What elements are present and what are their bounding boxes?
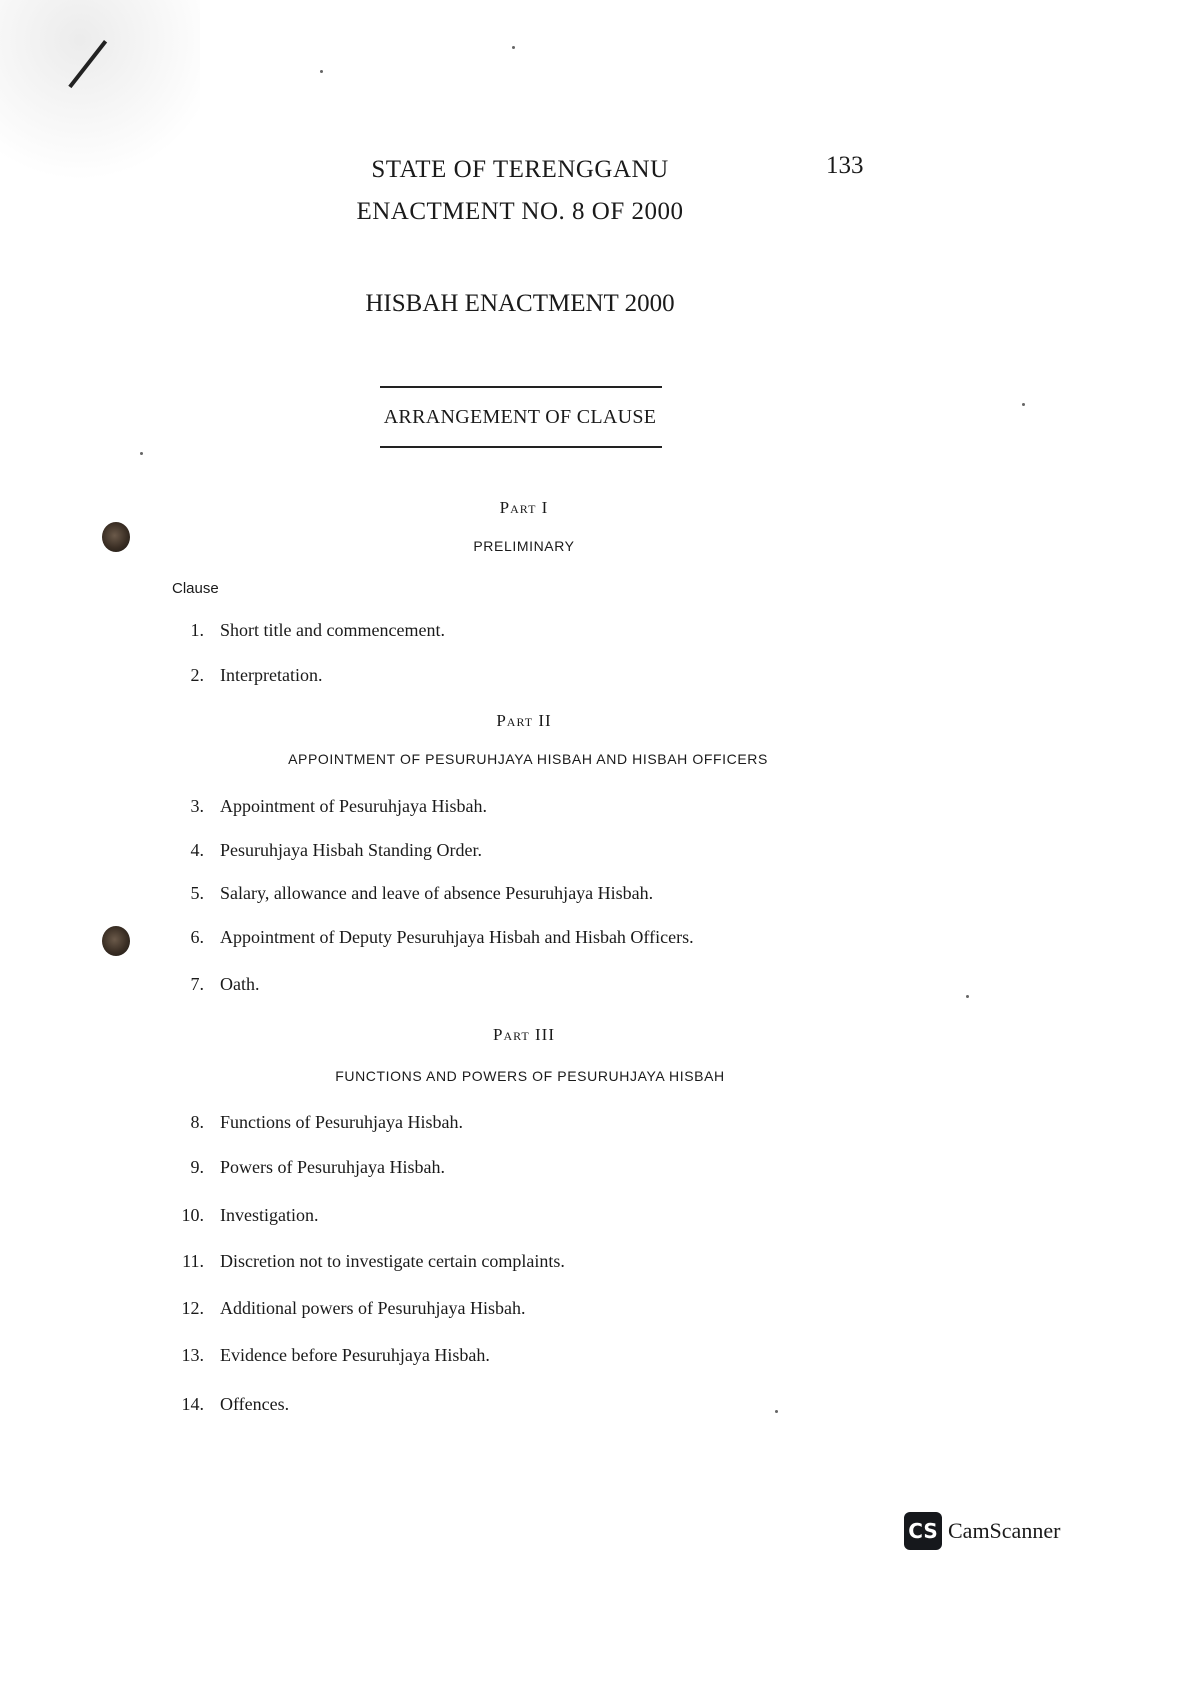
part-heading: PRELIMINARY bbox=[473, 538, 575, 554]
clause-number: 14. bbox=[181, 1394, 204, 1414]
clause-item bbox=[170, 883, 653, 904]
clause-number: 13. bbox=[181, 1345, 204, 1365]
clause-item bbox=[170, 974, 260, 995]
clause-number: 7. bbox=[190, 974, 204, 994]
part-label: Part II bbox=[496, 711, 552, 730]
clause-number: 10. bbox=[181, 1205, 204, 1225]
clause-title: Appointment of Deputy Pesuruhjaya Hisbah and Hisbah Officers. bbox=[220, 927, 694, 947]
speck bbox=[140, 452, 143, 455]
clause-number: 12. bbox=[181, 1298, 204, 1318]
clause-number: 8. bbox=[190, 1112, 204, 1132]
header-enactment-no: ENACTMENT NO. 8 OF 2000 bbox=[356, 198, 684, 225]
clause-title: Powers of Pesuruhjaya Hisbah. bbox=[220, 1157, 445, 1177]
clause-title: Functions of Pesuruhjaya Hisbah. bbox=[220, 1112, 463, 1132]
clause-number: 4. bbox=[190, 840, 204, 860]
part-heading: APPOINTMENT OF PESURUHJAYA HISBAH AND HISBAH OFFICERS bbox=[288, 751, 768, 767]
clause-item bbox=[170, 1345, 490, 1366]
clause-item bbox=[170, 1112, 463, 1133]
clause-item bbox=[170, 620, 445, 641]
clause-title: Additional powers of Pesuruhjaya Hisbah. bbox=[220, 1298, 526, 1318]
clause-title: Discretion not to investigate certain complaints. bbox=[220, 1251, 565, 1271]
clause-title: Offences. bbox=[220, 1394, 290, 1414]
clause-title: Interpretation. bbox=[220, 665, 323, 685]
clause-item bbox=[170, 1205, 318, 1226]
clause-title: Appointment of Pesuruhjaya Hisbah. bbox=[220, 796, 487, 816]
speck bbox=[966, 995, 969, 998]
clause-number: 3. bbox=[190, 796, 204, 816]
part-label: Part III bbox=[493, 1025, 555, 1044]
clause-item bbox=[170, 1394, 289, 1415]
clause-title: Investigation. bbox=[220, 1205, 319, 1225]
page-number: 133 bbox=[826, 152, 864, 179]
clause-item bbox=[170, 927, 694, 948]
clause-title: Evidence before Pesuruhjaya Hisbah. bbox=[220, 1345, 490, 1365]
speck bbox=[775, 1410, 778, 1413]
clause-item bbox=[170, 665, 322, 686]
speck bbox=[512, 46, 515, 49]
clause-item bbox=[170, 1298, 525, 1319]
clause-number: 11. bbox=[182, 1251, 204, 1271]
divider-top bbox=[380, 386, 662, 388]
clause-title: Short title and commencement. bbox=[220, 620, 445, 640]
clause-column-label: Clause bbox=[172, 580, 219, 597]
part-label: Part I bbox=[499, 498, 549, 517]
clause-number: 6. bbox=[190, 927, 204, 947]
clause-item bbox=[170, 1251, 565, 1272]
clause-number: 9. bbox=[190, 1157, 204, 1177]
clause-number: 1. bbox=[190, 620, 204, 640]
camscanner-watermark: CamScanner bbox=[948, 1518, 1061, 1543]
clause-title: Salary, allowance and leave of absence Pesuruhjaya Hisbah. bbox=[220, 883, 654, 903]
document-title: HISBAH ENACTMENT 2000 bbox=[365, 290, 675, 317]
clause-number: 2. bbox=[190, 665, 204, 685]
clause-number: 5. bbox=[190, 883, 204, 903]
punch-hole bbox=[102, 926, 130, 956]
clause-title: Oath. bbox=[220, 974, 260, 994]
part-heading: FUNCTIONS AND POWERS OF PESURUHJAYA HISBAH bbox=[335, 1068, 725, 1084]
divider-bottom bbox=[380, 446, 662, 448]
clause-item bbox=[170, 1157, 445, 1178]
header-state: STATE OF TERENGGANU bbox=[371, 156, 669, 183]
camscanner-logo-icon: CS bbox=[904, 1512, 942, 1550]
speck bbox=[320, 70, 323, 73]
clause-item bbox=[170, 840, 482, 861]
clause-item bbox=[170, 796, 487, 817]
arrangement-heading: ARRANGEMENT OF CLAUSE bbox=[383, 406, 657, 428]
clause-title: Pesuruhjaya Hisbah Standing Order. bbox=[220, 840, 482, 860]
